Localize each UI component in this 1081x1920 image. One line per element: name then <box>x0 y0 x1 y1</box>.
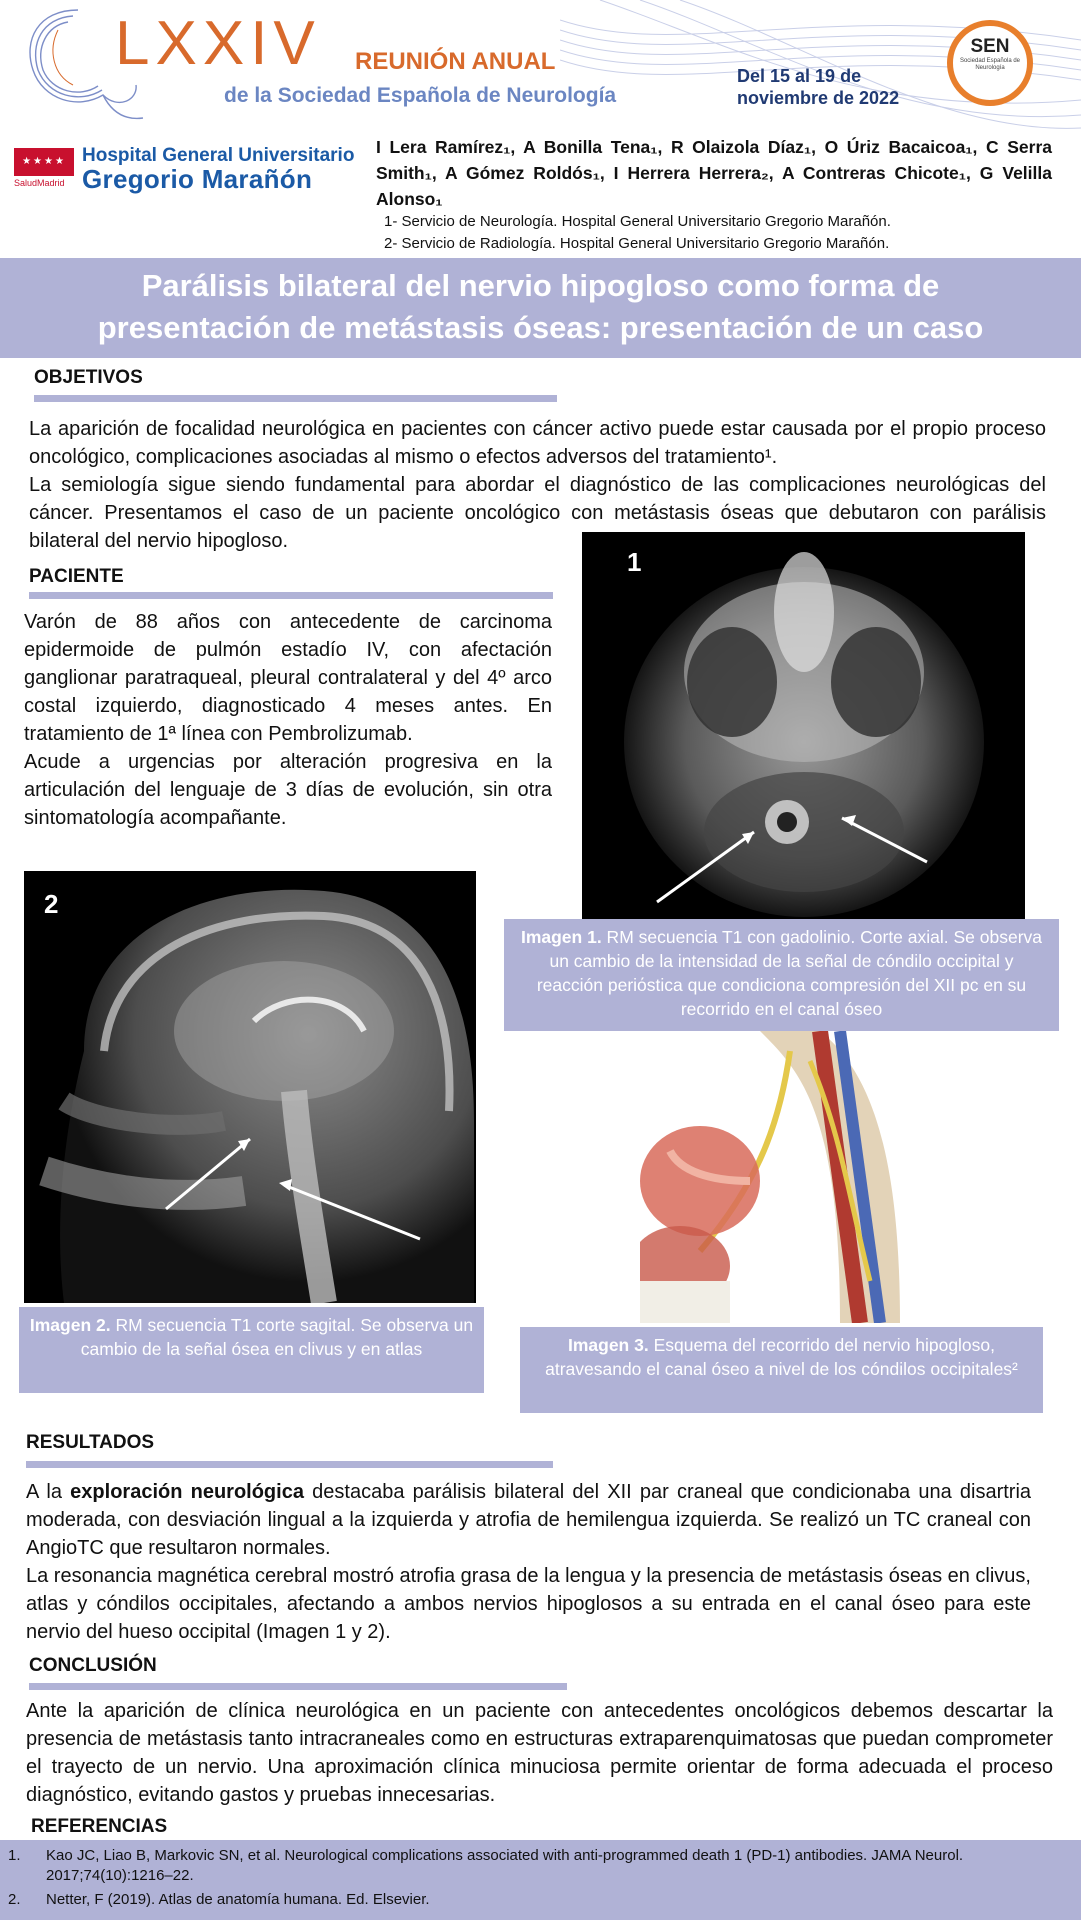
resultados-p1-pre: A la <box>26 1481 71 1503</box>
hospital-name-line2: Gregorio Marañón <box>82 164 313 194</box>
reference-1-number: 1. <box>8 1847 21 1864</box>
sen-logo-small-text: Sociedad Española de Neurología <box>959 58 1021 71</box>
resultados-heading: RESULTADOS <box>26 1432 155 1453</box>
reference-2-number: 2. <box>8 1891 21 1908</box>
resultados-paragraph-2: La resonancia magnética cerebral mostró atrofia grasa de la lengua y la presencia de metástasis óseas en clivus, atlas y cóndilos occipitales, afectando a ambos nervios hipoglosos a su entrada en el canal óseo para este nervio del hueso occipital (Imagen 1 y 2). <box>26 1565 1031 1643</box>
image-2-number: 2 <box>44 889 59 919</box>
author-list: I Lera Ramírez₁, A Bonilla Tena₁, R Olaizola Díaz₁, O Úriz Bacaicoa₁, C Serra Smith₁, A Gómez Roldós₁, I Herrera Herrera₂, A Contreras Chicote₁, G Velilla Alonso₁ <box>376 137 1052 209</box>
image-1-caption-label: Imagen 1. <box>520 927 602 947</box>
congress-number: LXXIV <box>115 9 321 78</box>
paciente-paragraph-1: Varón de 88 años con antecedente de carcinoma epidermoide de pulmón estadío IV, con afectación ganglionar paratraqueal, pleural contralateral y del 4º arco costal izquierdo, diagnosticado 4 meses antes. En tratamiento de 1ª línea con Pembrolizumab. <box>24 611 552 745</box>
congress-title: REUNIÓN ANUAL <box>355 48 556 75</box>
image-1-number: 1 <box>627 547 642 577</box>
resultados-text <box>26 1478 1031 1646</box>
conclusion-paragraph-1: Ante la aparición de clínica neurológica en un paciente con antecedentes oncológicos debemos descartar la presencia de metástasis tanto intracraneales como en estructuras extraparenquimatosas que puedan comprometer el trayecto de un nervio. Una aproximación clínica minuciosa permite orientar de forma adecuada el proceso diagnóstico, evitando gastos y pruebas innecesarias. <box>26 1700 1053 1806</box>
salud-madrid-label: SaludMadrid <box>14 178 65 188</box>
hypoglossal-anatomy-illustration <box>640 1031 1040 1323</box>
image-2-caption <box>19 1307 484 1393</box>
image-1-caption-text: RM secuencia T1 con gadolinio. Corte axial. Se observa un cambio de la intensidad de la señal de cóndilo occipital y reacción periόstica que condiciona compresión del XII pc en su recorrido en el canal óseo <box>536 927 1043 1019</box>
resultados-underline <box>26 1461 553 1468</box>
conclusion-text <box>26 1697 1053 1809</box>
image-3-caption-label: Imagen 3. <box>567 1335 649 1355</box>
sen-logo-text: SEN <box>970 36 1010 57</box>
affiliation-1: 1- Servicio de Neurología. Hospital General Universitario Gregorio Marañón. <box>384 213 891 230</box>
paciente-text <box>24 608 552 832</box>
image-2-caption-label: Imagen 2. <box>29 1315 111 1335</box>
dates-line1: Del 15 al 19 de <box>737 66 862 86</box>
image-2-caption-text: RM secuencia T1 corte sagital. Se observa un cambio de la señal ósea en clivus y en atlas <box>80 1315 474 1359</box>
poster-title <box>0 265 1081 349</box>
resultados-p1-post: destacaba parálisis bilateral del XII par craneal que condicionaba una disartria moderada, con desviación lingual a la izquierda y atrofia de hemilengua izquierda. Se realizó un TC craneal con AngioTC que resultaron normales. <box>26 1481 1032 1559</box>
objetivos-underline <box>34 395 557 402</box>
sen-logo <box>947 20 1033 106</box>
reference-item <box>8 1890 1058 1910</box>
title-line2: presentación de metástasis óseas: presentación de un caso <box>97 310 984 345</box>
objetivos-paragraph-2: La semiología sigue siendo fundamental para abordar el diagnóstico de las complicaciones neurológicas del cáncer. Presentamos el caso de un paciente oncológico con metástasis óseas que debutaron con parálisis bilateral del nervio hipogloso. <box>29 474 1046 552</box>
congress-subtitle: de la Sociedad Española de Neurología <box>224 84 617 107</box>
affiliation-2: 2- Servicio de Radiología. Hospital General Universitario Gregorio Marañón. <box>384 235 890 252</box>
title-line1: Parálisis bilateral del nervio hipogloso como forma de <box>141 268 940 303</box>
referencias-heading: REFERENCIAS <box>31 1816 168 1837</box>
reference-2-text: Netter, F (2019). Atlas de anatomía humana. Ed. Elsevier. <box>46 1891 430 1908</box>
anatomy-drawing <box>640 1031 1040 1323</box>
reference-item <box>8 1846 1058 1886</box>
image-3-caption <box>520 1327 1043 1413</box>
references-list <box>8 1846 1058 1910</box>
mri-sagittal-image <box>24 871 476 1303</box>
objetivos-paragraph-1: La aparición de focalidad neurológica en pacientes con cáncer activo puede estar causada por el propio proceso oncológico, complicaciones asociadas al mismo o efectos adversos del tratamiento¹. <box>29 418 1046 468</box>
mri-sagittal-drawing <box>24 871 476 1303</box>
objetivos-heading: OBJETIVOS <box>34 367 143 388</box>
paciente-paragraph-2: Acude a urgencias por alteración progresiva en la articulación del lenguaje de 3 días de evolución, sin otra sintomatología acompañante. <box>24 751 552 829</box>
paciente-heading: PACIENTE <box>29 566 124 587</box>
hospital-name-line1: Hospital General Universitario <box>82 145 355 166</box>
mri-axial-drawing <box>582 532 1025 919</box>
image-3-caption-text: Esquema del recorrido del nervio hipogloso, atravesando el canal óseo a nivel de los cóndilos occipitales² <box>545 1335 1018 1379</box>
resultados-paragraph-1 <box>26 1478 1031 1562</box>
dates-line2: noviembre de 2022 <box>737 88 900 108</box>
resultados-p1-bold: exploración neurológica <box>70 1481 304 1503</box>
mri-axial-image <box>582 532 1025 919</box>
congress-dates <box>737 65 937 109</box>
conclusion-heading: CONCLUSIÓN <box>29 1655 157 1676</box>
stars-icon: ★★★★ <box>22 156 66 167</box>
image-1-caption <box>504 919 1059 1031</box>
conclusion-underline <box>29 1683 567 1690</box>
paciente-underline <box>29 592 553 599</box>
reference-1-text: Kao JC, Liao B, Markovic SN, et al. Neurological complications associated with anti-programmed death 1 (PD-1) antibodies. JAMA Neurol. 2017;74(10):1216–22. <box>46 1847 964 1884</box>
